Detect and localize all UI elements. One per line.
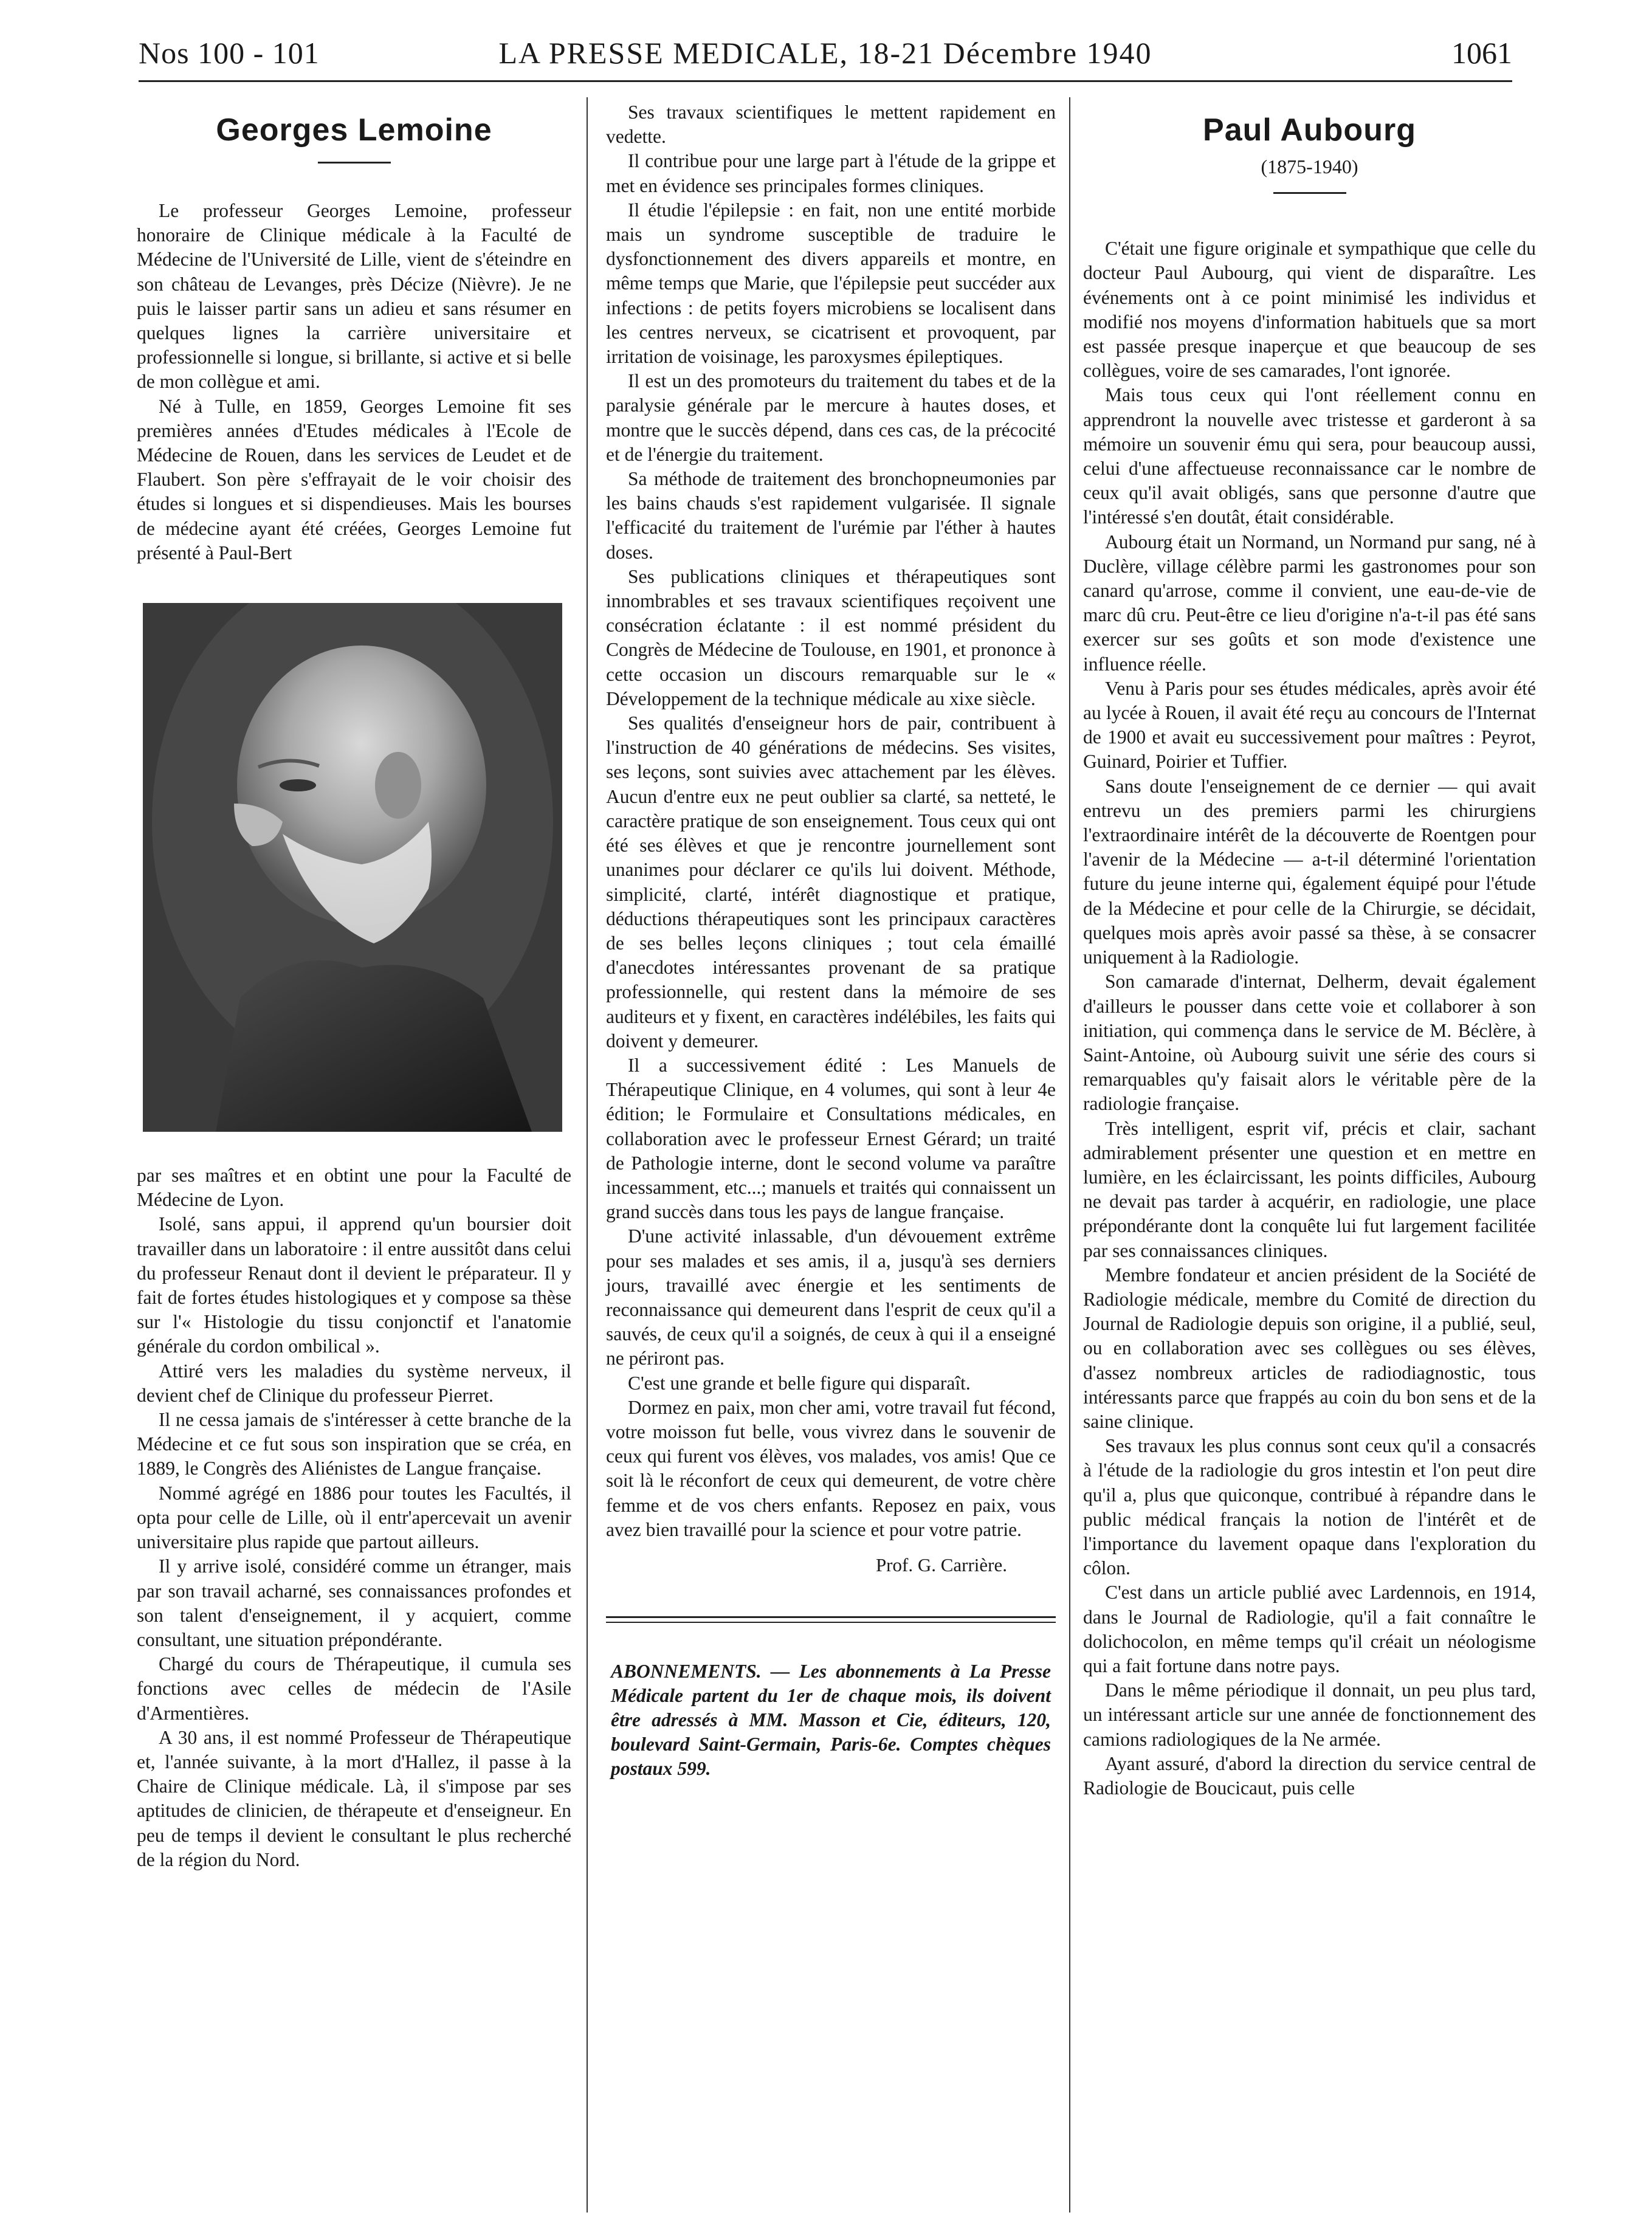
paragraph: Attiré vers les maladies du système nerveux, il devient chef de Clinique du professeur Pierret.	[137, 1360, 571, 1406]
paragraph: Chargé du cours de Thérapeutique, il cumula ses fonctions avec celles de médecin de l'Asile d'Armentières.	[137, 1653, 571, 1724]
paragraph: Il y arrive isolé, considéré comme un étranger, mais par son travail acharné, ses connaissances profondes et son talent d'enseignement, il y acquiert, comme consultant, une situation prépondérante.	[137, 1555, 571, 1650]
column-lemoine-continued	[606, 100, 1056, 1781]
paragraph: Il est un des promoteurs du traitement du tabes et de la paralysie générale par le mercure à hautes doses, et montre que le succès dépend, dans ces cas, de la précocité et de l'énergie du traitement.	[606, 370, 1056, 465]
obituary-title: Paul Aubourg	[1203, 112, 1416, 148]
column-divider	[1069, 97, 1070, 2213]
paragraph: Ses publications cliniques et thérapeutiques sont innombrables et ses travaux scientifiques reçoivent une consécration éclatante : il est nommé président du Congrès de Médecine de Toulouse, en 1901, et prononce à cette occasion un discours remarquable sur le « Développement de la technique médicale au xixe siècle.	[606, 565, 1056, 709]
paragraph: Nommé agrégé en 1886 pour toutes les Facultés, il opta pour celle de Lille, où il entr'apercevait un avenir universitaire plus rapide que partout ailleurs.	[137, 1482, 571, 1553]
paragraph: Ses travaux scientifiques le mettent rapidement en vedette.	[606, 102, 1056, 148]
paragraph: A 30 ans, il est nommé Professeur de Thérapeutique et, l'année suivante, à la mort d'Hallez, il passe à la Chaire de Clinique médicale. Là, il s'impose par ses aptitudes de clinicien, de thérapeute et d'enseigneur. En peu de temps il devient le consultant le plus recherché de la région du Nord.	[137, 1726, 571, 1870]
paragraph: Il étudie l'épilepsie : en fait, non une entité morbide mais un syndrome susceptible de traduire le dysfonctionnement des divers appareils et montre, en même temps que Marie, que l'épilepsie peut succéder aux infections : de petits foyers microbiens se localisent dans les centres nerveux, se cicatrisent et provoquent, par irritation de voisinage, les paroxysmes épileptiques.	[606, 199, 1056, 368]
article-body	[606, 100, 1056, 1542]
column-lemoine	[137, 97, 571, 1872]
article-body	[1083, 236, 1536, 1800]
obituary-title: Georges Lemoine	[216, 112, 492, 148]
paragraph: Membre fondateur et ancien président de la Société de Radiologie médicale, membre du Comité de direction du Journal de Radiologie depuis son origine, il a publié, seul, ou en collaboration avec ses collègues ou ses élèves, d'assez nombreux articles de radiodiagnostic, tous intéressants parce que frappés au coin du bon sens et de la saine clinique.	[1083, 1264, 1536, 1432]
subscription-notice: ABONNEMENTS. — Les abonnements à La Presse Médicale partent du 1er de chaque mois, ils doivent être adressés à MM. Masson et Cie, éditeurs, 120, boulevard Saint-Germain, Paris-6e. Comptes chèques postaux 599.	[611, 1661, 1051, 1780]
paragraph: Le professeur Georges Lemoine, professeur honoraire de Clinique médicale à la Faculté de Médecine de l'Université de Lille, vient de s'éteindre en son château de Levanges, près Décize (Nièvre). Je ne puis le laisser partir sans un adieu et sans résumer en quelques lignes la carrière universitaire et professionnelle si longue, si brillante, si active et si belle de mon collègue et ami.	[137, 200, 571, 393]
paragraph: par ses maîtres et en obtint une pour la Faculté de Médecine de Lyon.	[137, 1165, 571, 1211]
paragraph: C'était une figure originale et sympathique que celle du docteur Paul Aubourg, qui vient de disparaître. Les événements ont à ce point minimisé les individus et modifié nos moyens d'information habituels que sa mort est passée presque inaperçue et que beaucoup de ses collègues, voire de ses camarades, l'ont ignorée.	[1083, 238, 1536, 382]
paragraph: Dans le même périodique il donnait, un peu plus tard, un intéressant article sur une année de fonctionnement des camions radiologiques de la Ne armée.	[1083, 1679, 1536, 1750]
paragraph: Ses travaux les plus connus sont ceux qu'il a consacrés à l'étude de la radiologie du gros intestin et l'on peut dire qu'il a, plus que quiconque, contribué à répandre dans le public médical français la notion de l'intérêt et de l'importance du lavement opaque dans l'exploration du côlon.	[1083, 1435, 1536, 1579]
page-number: 1061	[1451, 36, 1512, 70]
paragraph: C'est dans un article publié avec Lardennois, en 1914, dans le Journal de Radiologie, qu'il a fait connaître le dolichocolon, en même temps qu'il créait un néologisme qui a fait fortune dans notre pays.	[1083, 1582, 1536, 1676]
paragraph: Très intelligent, esprit vif, précis et clair, sachant admirablement présenter une question et en mettre en lumière, en les éclaircissant, les points difficiles, Aubourg ne devait pas tarder à acquérir, en radiologie, une place prépondérante dont la conquête lui fut largement facilitée par ses connaissances cliniques.	[1083, 1117, 1536, 1261]
header-rule	[139, 80, 1512, 82]
paragraph: Sa méthode de traitement des bronchopneumonies par les bains chauds s'est rapidement vulgarisée. Il signale l'efficacité du traitement de l'urémie par l'éther à hautes doses.	[606, 468, 1056, 563]
column-aubourg	[1083, 97, 1536, 1800]
section-rule	[606, 1616, 1056, 1623]
portrait-photograph	[143, 603, 562, 1132]
paragraph: Venu à Paris pour ses études médicales, après avoir été au lycée à Rouen, il avait été reçu au concours de l'Internat de 1900 et avait eu successivement pour maîtres : Peyrot, Guinard, Poirier et Tuffier.	[1083, 677, 1536, 773]
column-divider	[587, 97, 588, 2213]
paragraph: D'une activité inlassable, d'un dévouement extrême pour ses malades et ses amis, il a, jusqu'à ses derniers jours, travaillé avec énergie et les sentiments de reconnaissance qui demeurent dans l'esprit de ceux qu'il a sauvés, de ceux qu'il a soignés, de ceux à qui il a enseigné ne périront pas.	[606, 1225, 1056, 1369]
page-header	[139, 35, 1512, 72]
paragraph: Il a successivement édité : Les Manuels de Thérapeutique Clinique, en 4 volumes, qui sont à leur 4e édition; le Formulaire et Consultations médicales, en collaboration avec le professeur Ernest Gérard; un traité de Pathologie interne, dont le second volume va paraître incessamment, etc...; manuels et traités qui connaissent un grand succès dans tous les pays de langue française.	[606, 1054, 1056, 1223]
paragraph: Il ne cessa jamais de s'intéresser à cette branche de la Médecine et ce fut sous son inspiration que se créa, en 1889, le Congrès des Aliénistes de Langue française.	[137, 1409, 571, 1479]
paragraph: Son camarade d'internat, Delherm, devait également d'ailleurs le pousser dans cette voie et collaborer à son initiation, qui commença dans le service de M. Béclère, à Saint-Antoine, où Aubourg suivit une série des cours si remarquables qu'y faisait alors le véritable père de la radiologie française.	[1083, 971, 1536, 1115]
paragraph: Il contribue pour une large part à l'étude de la grippe et met en évidence ses principales formes cliniques.	[606, 150, 1056, 196]
paragraph: Ayant assuré, d'abord la direction du service central de Radiologie de Boucicaut, puis celle	[1083, 1752, 1536, 1799]
author-signature: Prof. G. Carrière.	[875, 1554, 1007, 1576]
paragraph: Ses qualités d'enseigneur hors de pair, contribuent à l'instruction de 40 générations de médecins. Ses visites, ses leçons, sont suivies avec attachement par les élèves. Aucun d'entre eux ne peut oublier sa clarté, sa netteté, le caractère pratique de son enseignement. Tous ceux qui ont été ses élèves et que je rencontre journellement sont unanimes pour déclarer ce qu'ils lui doivent. Méthode, simplicité, clarté, intérêt diagnostique et pratique, déductions thérapeutiques sont les principaux caractères de ses belles leçons cliniques ; tout cela émaillé d'anecdotes intéressantes provenant de sa pratique professionnelle, qui restent dans la mémoire de ses auditeurs et y fixent, en caractères indélébiles, les faits qui doivent y demeurer.	[606, 712, 1056, 1052]
paragraph: Mais tous ceux qui l'ont réellement connu en apprendront la nouvelle avec tristesse et garderont à sa mémoire un souvenir ému qui sera, pour beaucoup aussi, celui d'une affectueuse reconnaissance car le nombre de ceux qu'il avait obligés, sans que personne d'autre que l'intéressé s'en doutât, était considérable.	[1083, 384, 1536, 528]
journal-title-date: LA PRESSE MEDICALE, 18-21 Décembre 1940	[498, 36, 1152, 70]
article-body	[137, 199, 571, 565]
life-dates: (1875-1940)	[1261, 156, 1358, 177]
paragraph: Né à Tulle, en 1859, Georges Lemoine fit ses premières années d'Etudes médicales à l'Ecole de Médecine de Rouen, dans les services de Leudet et de Flaubert. Son père s'effrayait de le voir choisir des études si longues et si dispendieuses. Mais les bourses de médecine ayant été créées, Georges Lemoine fut présenté à Paul-Bert	[137, 395, 571, 563]
article-body-continued	[137, 1163, 571, 1872]
paragraph: Isolé, sans appui, il apprend qu'un boursier doit travailler dans un laboratoire : il entre aussitôt dans celui du professeur Renaut dont il devient le préparateur. Il y fait de fortes études histologiques et y compose sa thèse sur l'« Histologie du tissu conjonctif et l'anatomie générale du cordon ombilical ».	[137, 1213, 571, 1357]
paragraph: Dormez en paix, mon cher ami, votre travail fut fécond, votre moisson fut belle, vous vivrez dans le souvenir de ceux qui furent vos élèves, vos malades, vos amis! Que ce soit là le réconfort de ceux qui demeurent, de votre chère femme et de vos chers enfants. Reposez en paix, vous avez bien travaillé pour la science et pour votre patrie.	[606, 1396, 1056, 1540]
paragraph: Sans doute l'enseignement de ce dernier — qui avait entrevu un des premiers parmi les chirurgiens l'extraordinaire intérêt de la découverte de Roentgen pour l'avenir de la Médecine — a-t-il déterminé l'orientation future du jeune interne qui, également équipé pour l'étude de la Médecine et pour celle de la Chirurgie, se décidait, quelques mois après avoir passé sa thèse, à se consacrer uniquement à la Radiologie.	[1083, 775, 1536, 968]
paragraph: C'est une grande et belle figure qui disparaît.	[628, 1372, 971, 1394]
paragraph: Aubourg était un Normand, un Normand pur sang, né à Duclère, village célèbre parmi les gastronomes pour son canard qu'arrose, comme il convient, une eau-de-vie de marc dû cru. Peut-être ce lieu d'origine n'a-t-il pas été sans exercer sur ses goûts et son mode d'existence une influence réelle.	[1083, 531, 1536, 675]
issue-number: Nos 100 - 101	[139, 36, 320, 70]
